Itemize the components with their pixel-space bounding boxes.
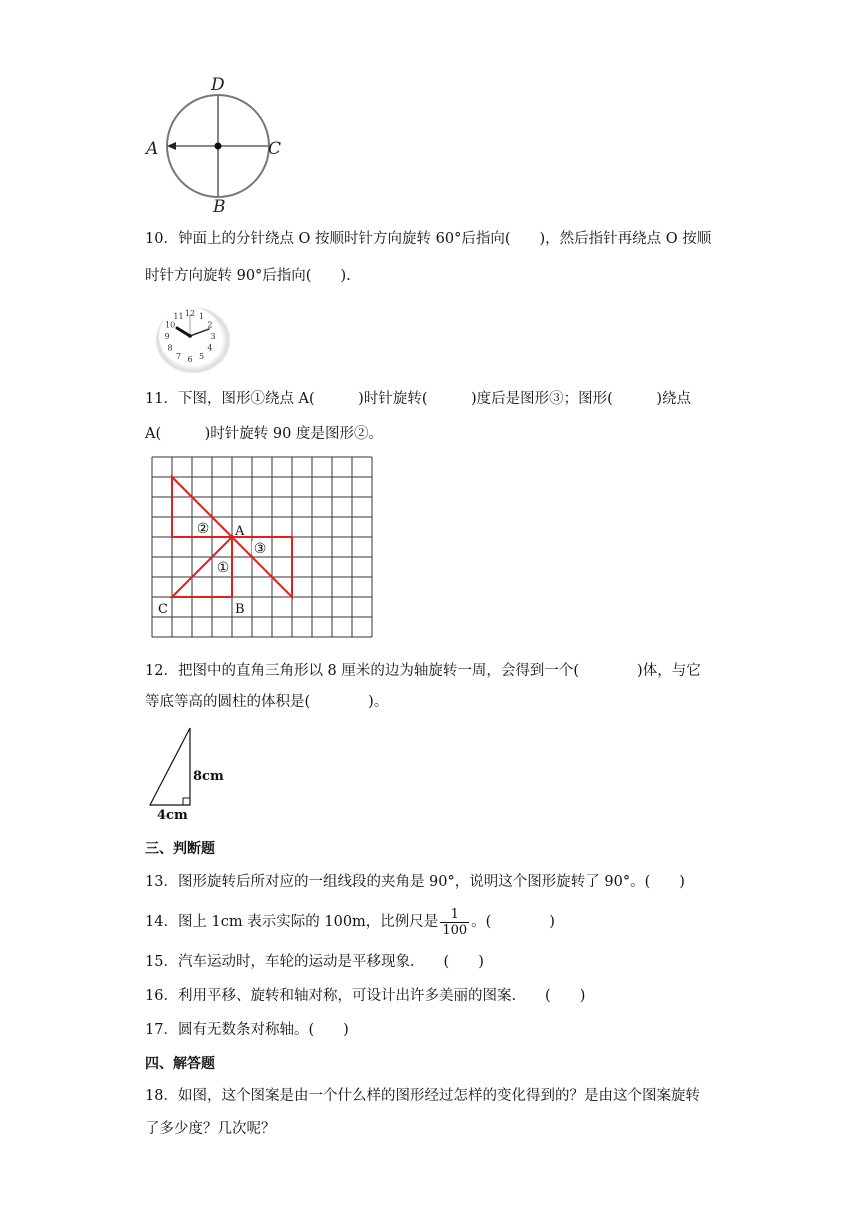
question-10-line2: 时针方向旋转 90°后指向( ). bbox=[145, 268, 351, 284]
label-c: C bbox=[268, 139, 282, 159]
shape-3-label: ③ bbox=[253, 541, 267, 557]
label-d: D bbox=[211, 75, 225, 95]
label-b: B bbox=[213, 197, 226, 215]
question-18-line2: 了多少度？几次呢？ bbox=[145, 1121, 276, 1137]
clock-number: 3 bbox=[210, 332, 216, 341]
clock-number: 4 bbox=[207, 343, 213, 353]
question-12-line2: 等底等高的圆柱的体积是( )。 bbox=[145, 694, 389, 710]
height-label: 8cm bbox=[193, 769, 224, 784]
question-11-line2: A( )时针旋转 90 度是图形②。 bbox=[145, 426, 383, 442]
question-10-line1: 10．钟面上的分针绕点 O 按顺时针方向旋转 60°后指向( )，然后指针再绕点 O 按顺 bbox=[145, 231, 712, 247]
clock-number: 10 bbox=[165, 320, 176, 330]
clock-number: 2 bbox=[207, 320, 213, 330]
clock-number: 5 bbox=[198, 351, 205, 361]
point-b-label: B bbox=[235, 602, 245, 617]
clock-number: 12 bbox=[184, 309, 196, 318]
point-a-label: A bbox=[235, 524, 245, 539]
question-14-after: 。( ) bbox=[471, 914, 555, 930]
base-label: 4cm bbox=[157, 808, 188, 822]
fraction-numerator: 1 bbox=[440, 907, 469, 923]
clock-number: 11 bbox=[173, 312, 184, 322]
shape-1-label: ① bbox=[216, 560, 230, 576]
question-13: 13．图形旋转后所对应的一组线段的夹角是 90°，说明这个图形旋转了 90°。( ) bbox=[145, 874, 685, 890]
clock-number: 8 bbox=[167, 343, 173, 353]
question-14 bbox=[145, 904, 555, 940]
shape-2-label: ② bbox=[196, 521, 210, 537]
label-a: A bbox=[146, 139, 159, 159]
clock-number: 1 bbox=[198, 312, 205, 322]
grid-figure bbox=[149, 455, 381, 643]
section-4-title: 四、解答题 bbox=[145, 1056, 215, 1072]
fraction-denominator: 100 bbox=[442, 922, 468, 938]
question-14-before: 14．图上 1cm 表示实际的 100m，比例尺是 bbox=[145, 914, 439, 930]
triangle-figure bbox=[145, 722, 235, 822]
question-11-line1: 11．下图，图形①绕点 A( )时针旋转( )度后是图形③；图形( )绕点 bbox=[145, 391, 691, 407]
section-3-title: 三、判断题 bbox=[145, 841, 215, 857]
clock-number: 9 bbox=[164, 332, 170, 341]
point-c-label: C bbox=[158, 602, 168, 617]
question-18-line1: 18．如图，这个图案是由一个什么样的图形经过怎样的变化得到的？是由这个图案旋转 bbox=[145, 1088, 700, 1104]
question-16: 16．利用平移、旋转和轴对称，可设计出许多美丽的图案. ( ) bbox=[145, 988, 586, 1004]
clock-figure bbox=[153, 302, 231, 374]
question-12-line1: 12．把图中的直角三角形以 8 厘米的边为轴旋转一周，会得到一个( )体，与它 bbox=[145, 663, 701, 679]
circle-figure bbox=[140, 70, 290, 215]
question-17: 17．圆有无数条对称轴。( ) bbox=[145, 1022, 349, 1038]
scale-fraction bbox=[440, 907, 469, 938]
clock-number: 6 bbox=[187, 355, 193, 364]
question-15: 15．汽车运动时，车轮的运动是平移现象. ( ) bbox=[145, 954, 484, 970]
clock-number: 7 bbox=[175, 351, 182, 361]
